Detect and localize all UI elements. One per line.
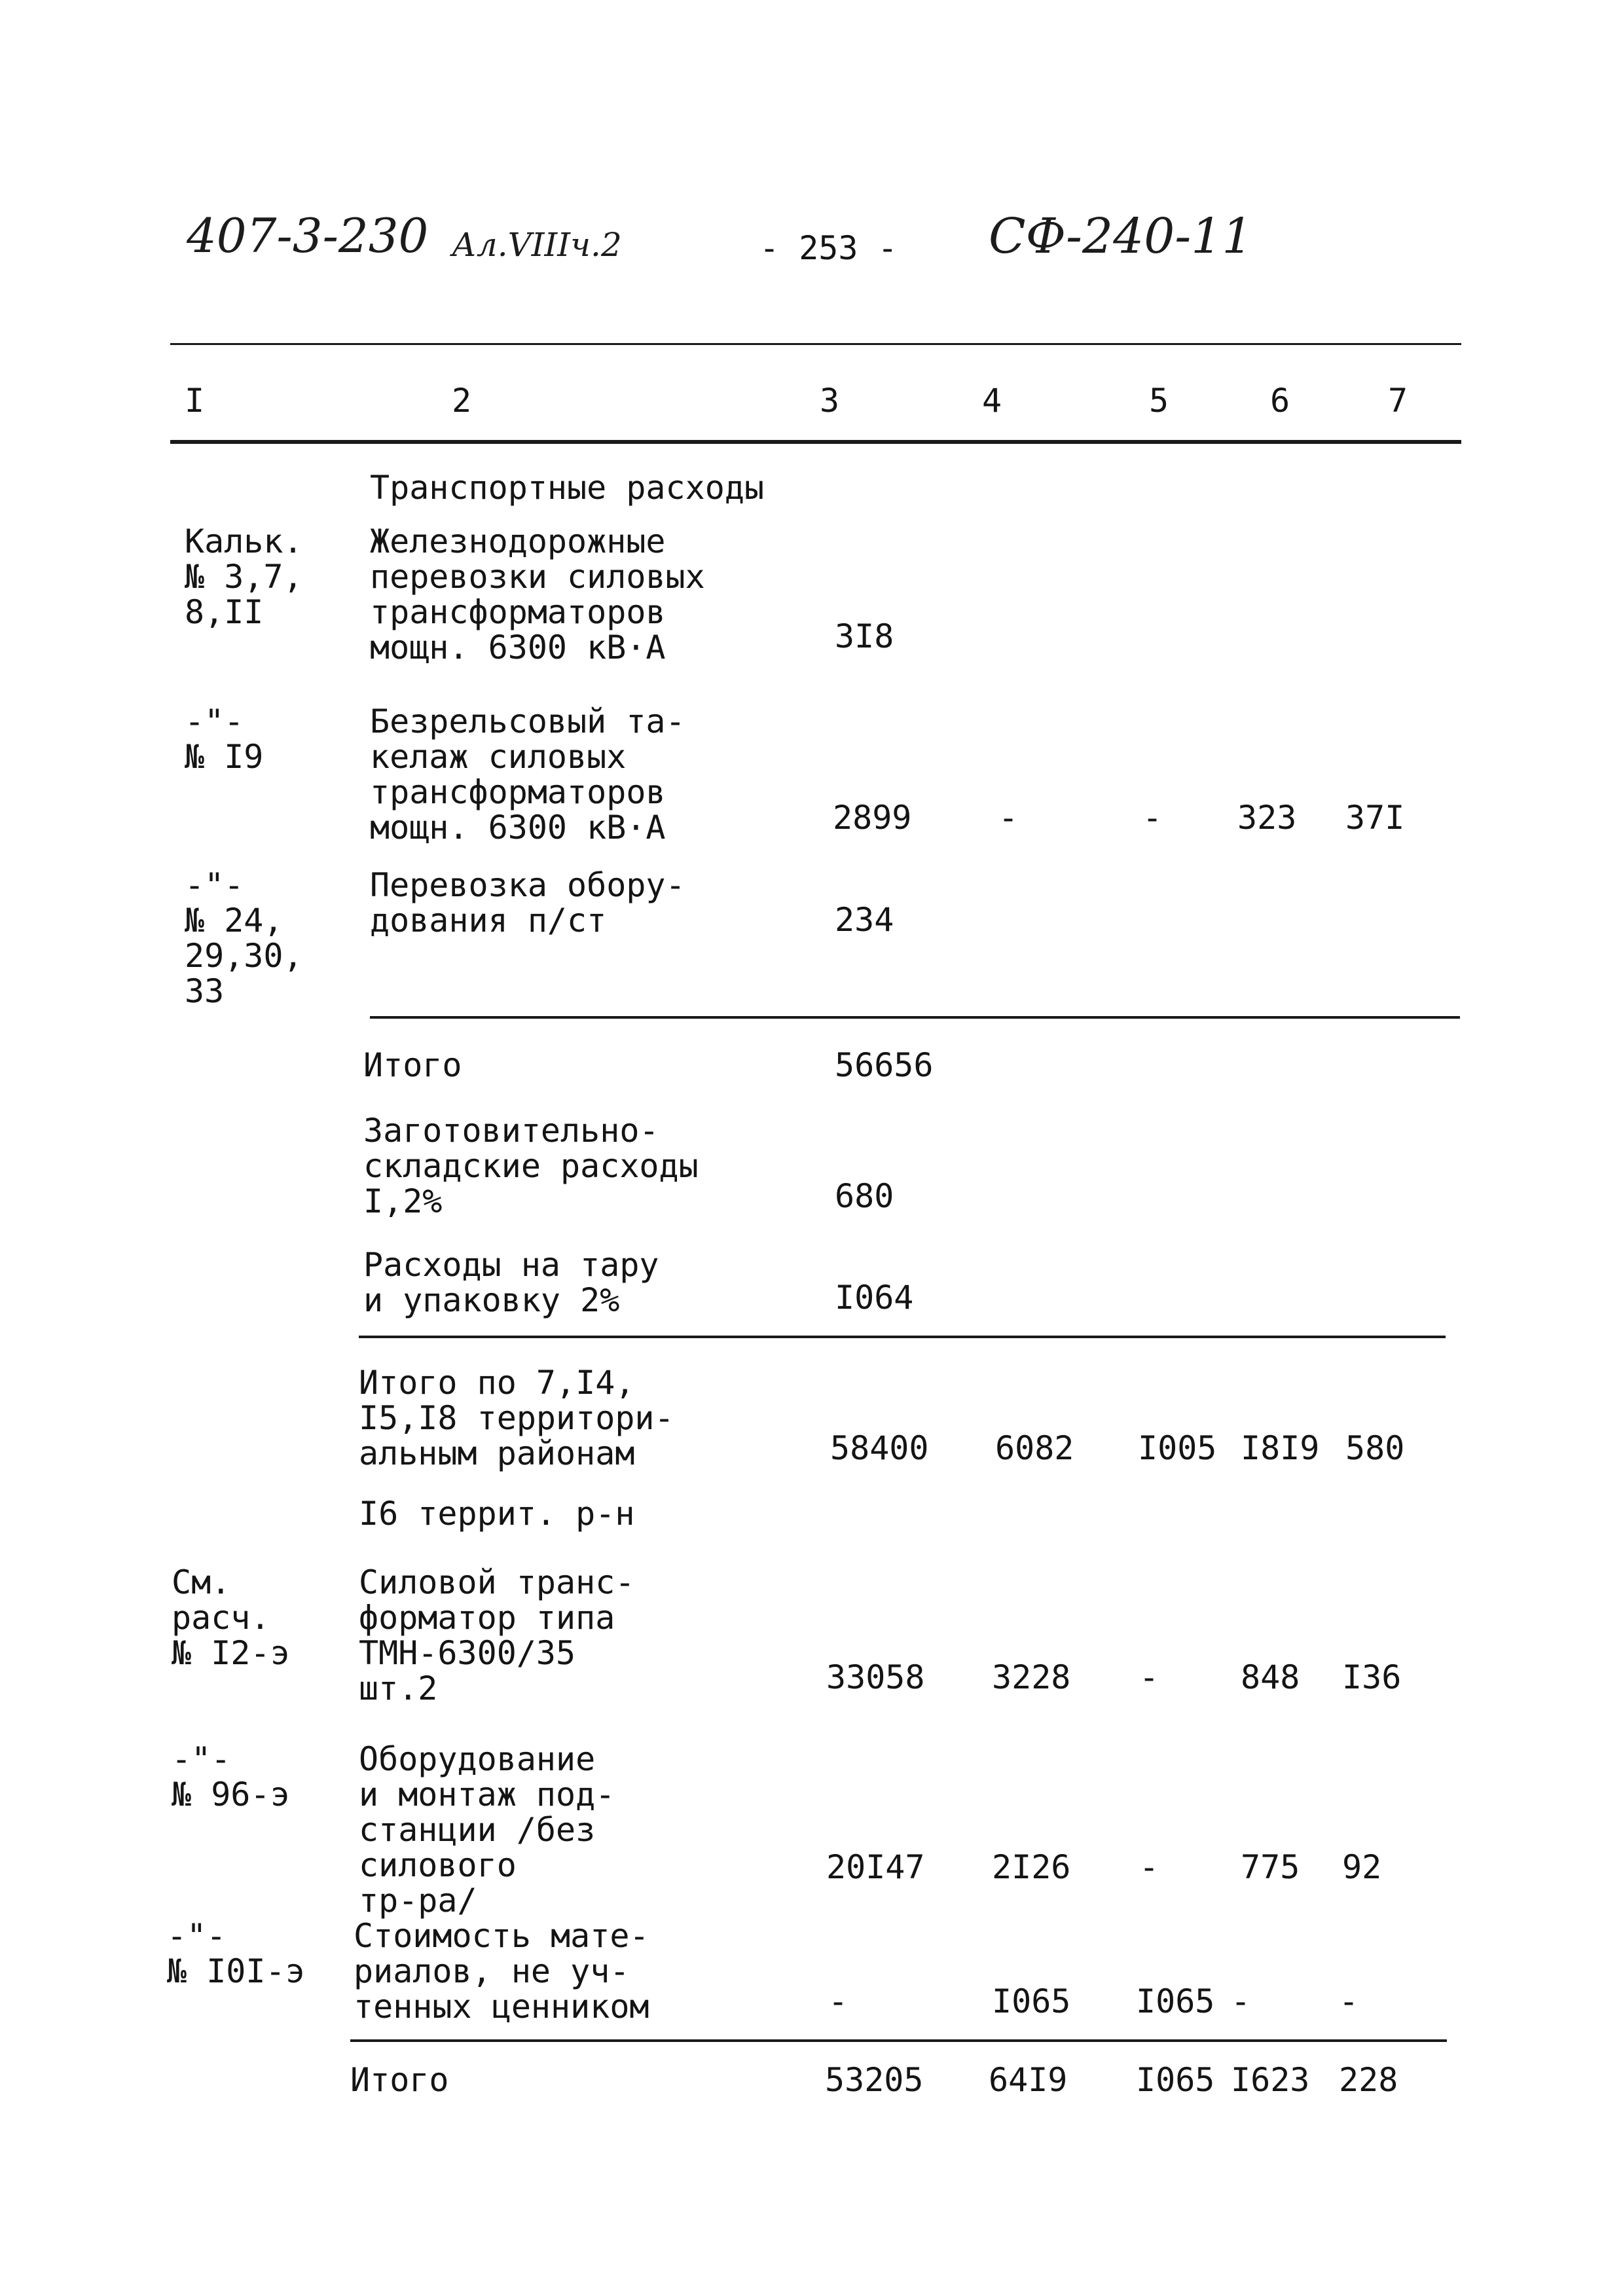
cell-col6: I623 bbox=[1231, 2061, 1310, 2099]
project-code: 407-3-230 bbox=[187, 208, 429, 263]
total-rule bbox=[359, 1336, 1446, 1338]
cell-col3: 56656 bbox=[835, 1046, 934, 1084]
cell-col6: 775 bbox=[1241, 1848, 1300, 1886]
cell-col4: 6082 bbox=[995, 1429, 1074, 1467]
section-title: Транспортные расходы bbox=[370, 469, 765, 507]
cell-col7: 37I bbox=[1345, 799, 1405, 837]
top-rule bbox=[170, 343, 1461, 345]
cell-col3: 58400 bbox=[830, 1429, 929, 1467]
row-reference: -"- № 24, 29,30, 33 bbox=[185, 866, 303, 1010]
header-rule bbox=[170, 440, 1461, 444]
cell-col3: 234 bbox=[835, 901, 894, 939]
row-description: Безрельсовый та- келаж силовых трансформаторов мощн. 6300 кВ·А bbox=[370, 702, 685, 847]
column-header-4: 4 bbox=[982, 382, 1002, 420]
cell-col7: 92 bbox=[1342, 1848, 1382, 1886]
row-description: Железнодорожные перевозки силовых трансформаторов мощн. 6300 кВ·А bbox=[370, 522, 705, 666]
cell-col4: 2I26 bbox=[992, 1848, 1071, 1886]
row-description: Итого bbox=[363, 1046, 462, 1084]
column-header-5: 5 bbox=[1149, 382, 1169, 420]
cell-col7: - bbox=[1339, 1982, 1359, 2020]
column-header-7: 7 bbox=[1388, 382, 1408, 420]
cell-col3: 680 bbox=[835, 1177, 894, 1215]
cell-col5: I065 bbox=[1136, 1982, 1215, 2020]
cell-col6: I8I9 bbox=[1241, 1429, 1320, 1467]
row-description: Итого bbox=[350, 2061, 449, 2099]
cell-col3: 20I47 bbox=[826, 1848, 925, 1886]
cell-col6: 848 bbox=[1241, 1658, 1300, 1696]
cell-col3: 3I8 bbox=[835, 617, 894, 655]
column-header-1: I bbox=[185, 382, 205, 420]
cell-col7: 228 bbox=[1339, 2061, 1398, 2099]
cell-col6: - bbox=[1231, 1982, 1251, 2020]
cell-col5: I005 bbox=[1138, 1429, 1217, 1467]
row-reference: Кальк. № 3,7, 8,II bbox=[185, 522, 303, 631]
cell-col7: I36 bbox=[1342, 1658, 1402, 1696]
subtotal-rule bbox=[370, 1016, 1460, 1019]
row-reference: -"- № I9 bbox=[185, 702, 264, 776]
row-description: Итого по 7,I4, I5,I8 территори- альным районам bbox=[359, 1364, 674, 1472]
cell-col3: 33058 bbox=[826, 1658, 925, 1696]
album-label: Ал.VIIIч.2 bbox=[452, 226, 622, 264]
cell-col4: 3228 bbox=[992, 1658, 1071, 1696]
column-header-6: 6 bbox=[1270, 382, 1290, 420]
cell-col4: I065 bbox=[992, 1982, 1071, 2020]
row-reference: -"- № 96-э bbox=[172, 1740, 290, 1813]
cell-col5: - bbox=[1139, 1848, 1159, 1886]
cell-col3: 2899 bbox=[833, 799, 912, 837]
row-reference: -"- № I0I-э bbox=[167, 1917, 305, 1990]
cell-col3: - bbox=[828, 1982, 848, 2020]
row-description: Перевозка обору- дования п/ст bbox=[370, 866, 685, 939]
row-description: Расходы на тару и упаковку 2% bbox=[363, 1246, 659, 1319]
cell-col3: I064 bbox=[835, 1279, 914, 1317]
column-header-2: 2 bbox=[452, 382, 472, 420]
row-description: I6 террит. р-н bbox=[359, 1495, 635, 1533]
row-reference: См. расч. № I2-э bbox=[172, 1563, 290, 1672]
column-header-3: 3 bbox=[820, 382, 840, 420]
cell-col4: - bbox=[998, 799, 1019, 837]
cell-col6: 323 bbox=[1237, 799, 1297, 837]
row-description: Оборудование и монтаж под- станции /без силового тр-ра/ bbox=[359, 1740, 615, 1920]
cell-col5: - bbox=[1142, 799, 1163, 837]
row-description: Силовой транс- форматор типа ТМН-6300/35 шт.2 bbox=[359, 1563, 635, 1707]
row-description: Заготовительно- складские расходы I,2% bbox=[363, 1112, 699, 1220]
cell-col7: 580 bbox=[1345, 1429, 1405, 1467]
cell-col3: 53205 bbox=[825, 2061, 924, 2099]
final-total-rule bbox=[350, 2039, 1447, 2042]
cell-col5: I065 bbox=[1136, 2061, 1215, 2099]
document-code: СФ-240-11 bbox=[989, 208, 1253, 264]
cell-col4: 64I9 bbox=[989, 2061, 1068, 2099]
page-number: - 253 - bbox=[759, 229, 898, 267]
cell-col5: - bbox=[1139, 1658, 1159, 1696]
row-description: Стоимость мате- риалов, не уч- тенных ценником bbox=[354, 1917, 649, 2026]
